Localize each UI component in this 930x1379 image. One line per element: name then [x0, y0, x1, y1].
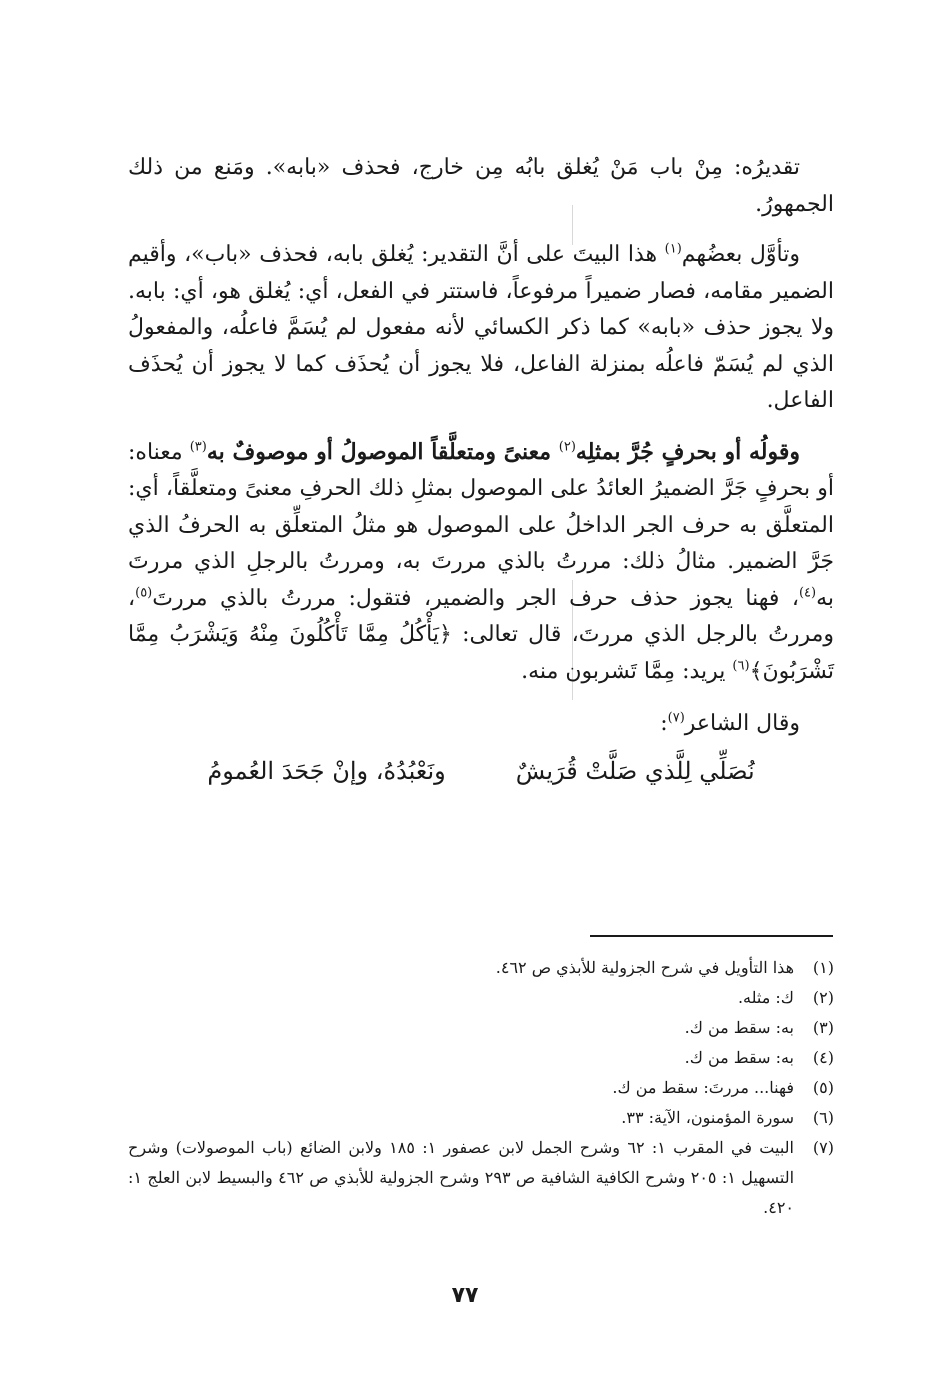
- footnote-item: [128, 1013, 834, 1043]
- paragraph-3-body-c: ، ومررتُ بالرجل الذي مررتَ، قال تعالى: ﴿يَأْكُلُ مِمَّا تَأْكُلُونَ مِنْهُ وَيَشْرَبُ مِمَّا تَشْرَبُونَ﴾: [128, 585, 834, 684]
- footnote-item: [128, 953, 834, 983]
- footnote-ref-4: (٤): [798, 585, 817, 601]
- footnote-ref-2: (٢): [558, 439, 576, 455]
- quoted-text-b: معنىً ومتعلَّقاً الموصولُ أو موصوفٌ به: [206, 438, 559, 465]
- paragraph-2-lead: وتأوَّل بعضُهم: [681, 242, 800, 267]
- footnote-item: [128, 1073, 834, 1103]
- footnote-text: به: سقط من ك.: [684, 1018, 794, 1037]
- verse-intro-colon: :: [660, 711, 668, 736]
- footnote-number: (٢): [812, 988, 834, 1007]
- footnote-number: (٥): [812, 1078, 834, 1097]
- paragraph-2-body: هذا البيتَ على أنَّ التقدير: يُغلق بابه، فحذف «باب»، وأقيم الضمير مقامه، فصار ضميراً مرفوعاً، فاستتر في الفعل، أي: يُغلق هو، أي: بابه. ولا يجوز حذف «بابه» كما ذكر الكسائي لأنه مفعول لم يُسَمَّ فاعلُه، والمفعولُ الذي لم يُسَمّ فاعلُه بمنزلة الفاعل، فلا يجوز أن يُحذَف كما لا يجوز أن يُحذَف الفاعل.: [128, 242, 834, 413]
- footnote-ref-7: (٧): [667, 710, 685, 726]
- footnote-number: (١): [812, 958, 834, 977]
- paragraph-3-body-b: ، فهنا يجوز حذف حرف الجر والضمير، فتقول: مررتُ بالذي مررتَ: [152, 585, 799, 611]
- paragraph-3-body-a: معناه: أو بحرفٍ جَرَّ الضميرُ العائدُ على الموصول بمثلِ ذلك الحرفِ معنىً ومتعلَّقاً، أي: المتعلَّق به حرف الجر الداخلُ على الموصول هو مثلُ المتعلِّق به الحرفُ الذي جَرَّ الضمير. مثالُ ذلك: مررتُ بالذي مررتَ به، ومررتُ بالرجلِ الذي مررتَ به: [128, 439, 834, 611]
- poetry-verse: [128, 751, 834, 791]
- footnote-ref-5: (٥): [135, 585, 153, 601]
- footnote-text: فهنا... مررتَ: سقط من ك.: [612, 1078, 794, 1097]
- footnote-number: (٤): [812, 1048, 834, 1067]
- footnote-number: (٣): [812, 1018, 834, 1037]
- footnote-item: [128, 1133, 834, 1223]
- footnote-text: سورة المؤمنون، الآية: ٣٣.: [621, 1108, 794, 1127]
- footnote-item: [128, 1043, 834, 1073]
- footnote-text: البيت في المقرب ١: ٦٢ وشرح الجمل لابن عصفور ١: ١٨٥ ولابن الضائع (باب الموصولات) وشرح التسهيل ١: ٢٠٥ وشرح الكافية الشافية ص ٢٩٣ وشرح الجزولية للأبذي ص ٤٦٢ والبسيط لابن العلج ١: ٤٢٠.: [128, 1138, 795, 1217]
- footnote-item: [128, 1103, 834, 1133]
- footnote-item: [128, 983, 834, 1013]
- paragraph-2: [128, 237, 834, 420]
- verse-intro: [128, 706, 834, 743]
- paragraph-1: [128, 150, 834, 223]
- verse-hemistich-left: ونَعْبُدُهُ، وإنْ جَحَدَ العُمومُ: [207, 756, 446, 785]
- verse-hemistich-right: نُصَلِّي لِلَّذي صَلَّتْ قُرَيشٌ: [515, 756, 755, 785]
- paragraph-1-text: تقديرُه: مِنْ باب مَنْ يُغلق بابُه مِن خارج، فحذف «بابه». ومَنع من ذلك الجمهورُ.: [128, 155, 834, 217]
- footnote-ref-6: (٦): [732, 658, 750, 674]
- paragraph-3: [128, 434, 834, 691]
- page-number: ٧٧: [451, 1283, 479, 1308]
- footnote-text: ك: مثله.: [737, 988, 794, 1007]
- footnote-ref-3: (٣): [189, 439, 207, 455]
- footnote-text: هذا التأويل في شرح الجزولية للأبذي ص ٤٦٢.: [495, 958, 794, 977]
- quoted-text-a: وقولُه أو بحرفٍ جُرَّ بمثلِه: [575, 438, 800, 465]
- footnote-ref-1: (١): [664, 241, 682, 257]
- footnote-number: (٧): [812, 1138, 834, 1157]
- footnotes: [128, 953, 834, 1223]
- footnote-number: (٦): [812, 1108, 834, 1127]
- footnote-separator: [590, 935, 833, 937]
- paragraph-3-body-d: يريد: مِمَّا تَشربون منه.: [521, 658, 733, 684]
- footnote-text: به: سقط من ك.: [684, 1048, 794, 1067]
- verse-intro-text: وقال الشاعر: [684, 711, 800, 736]
- main-text: [128, 150, 834, 791]
